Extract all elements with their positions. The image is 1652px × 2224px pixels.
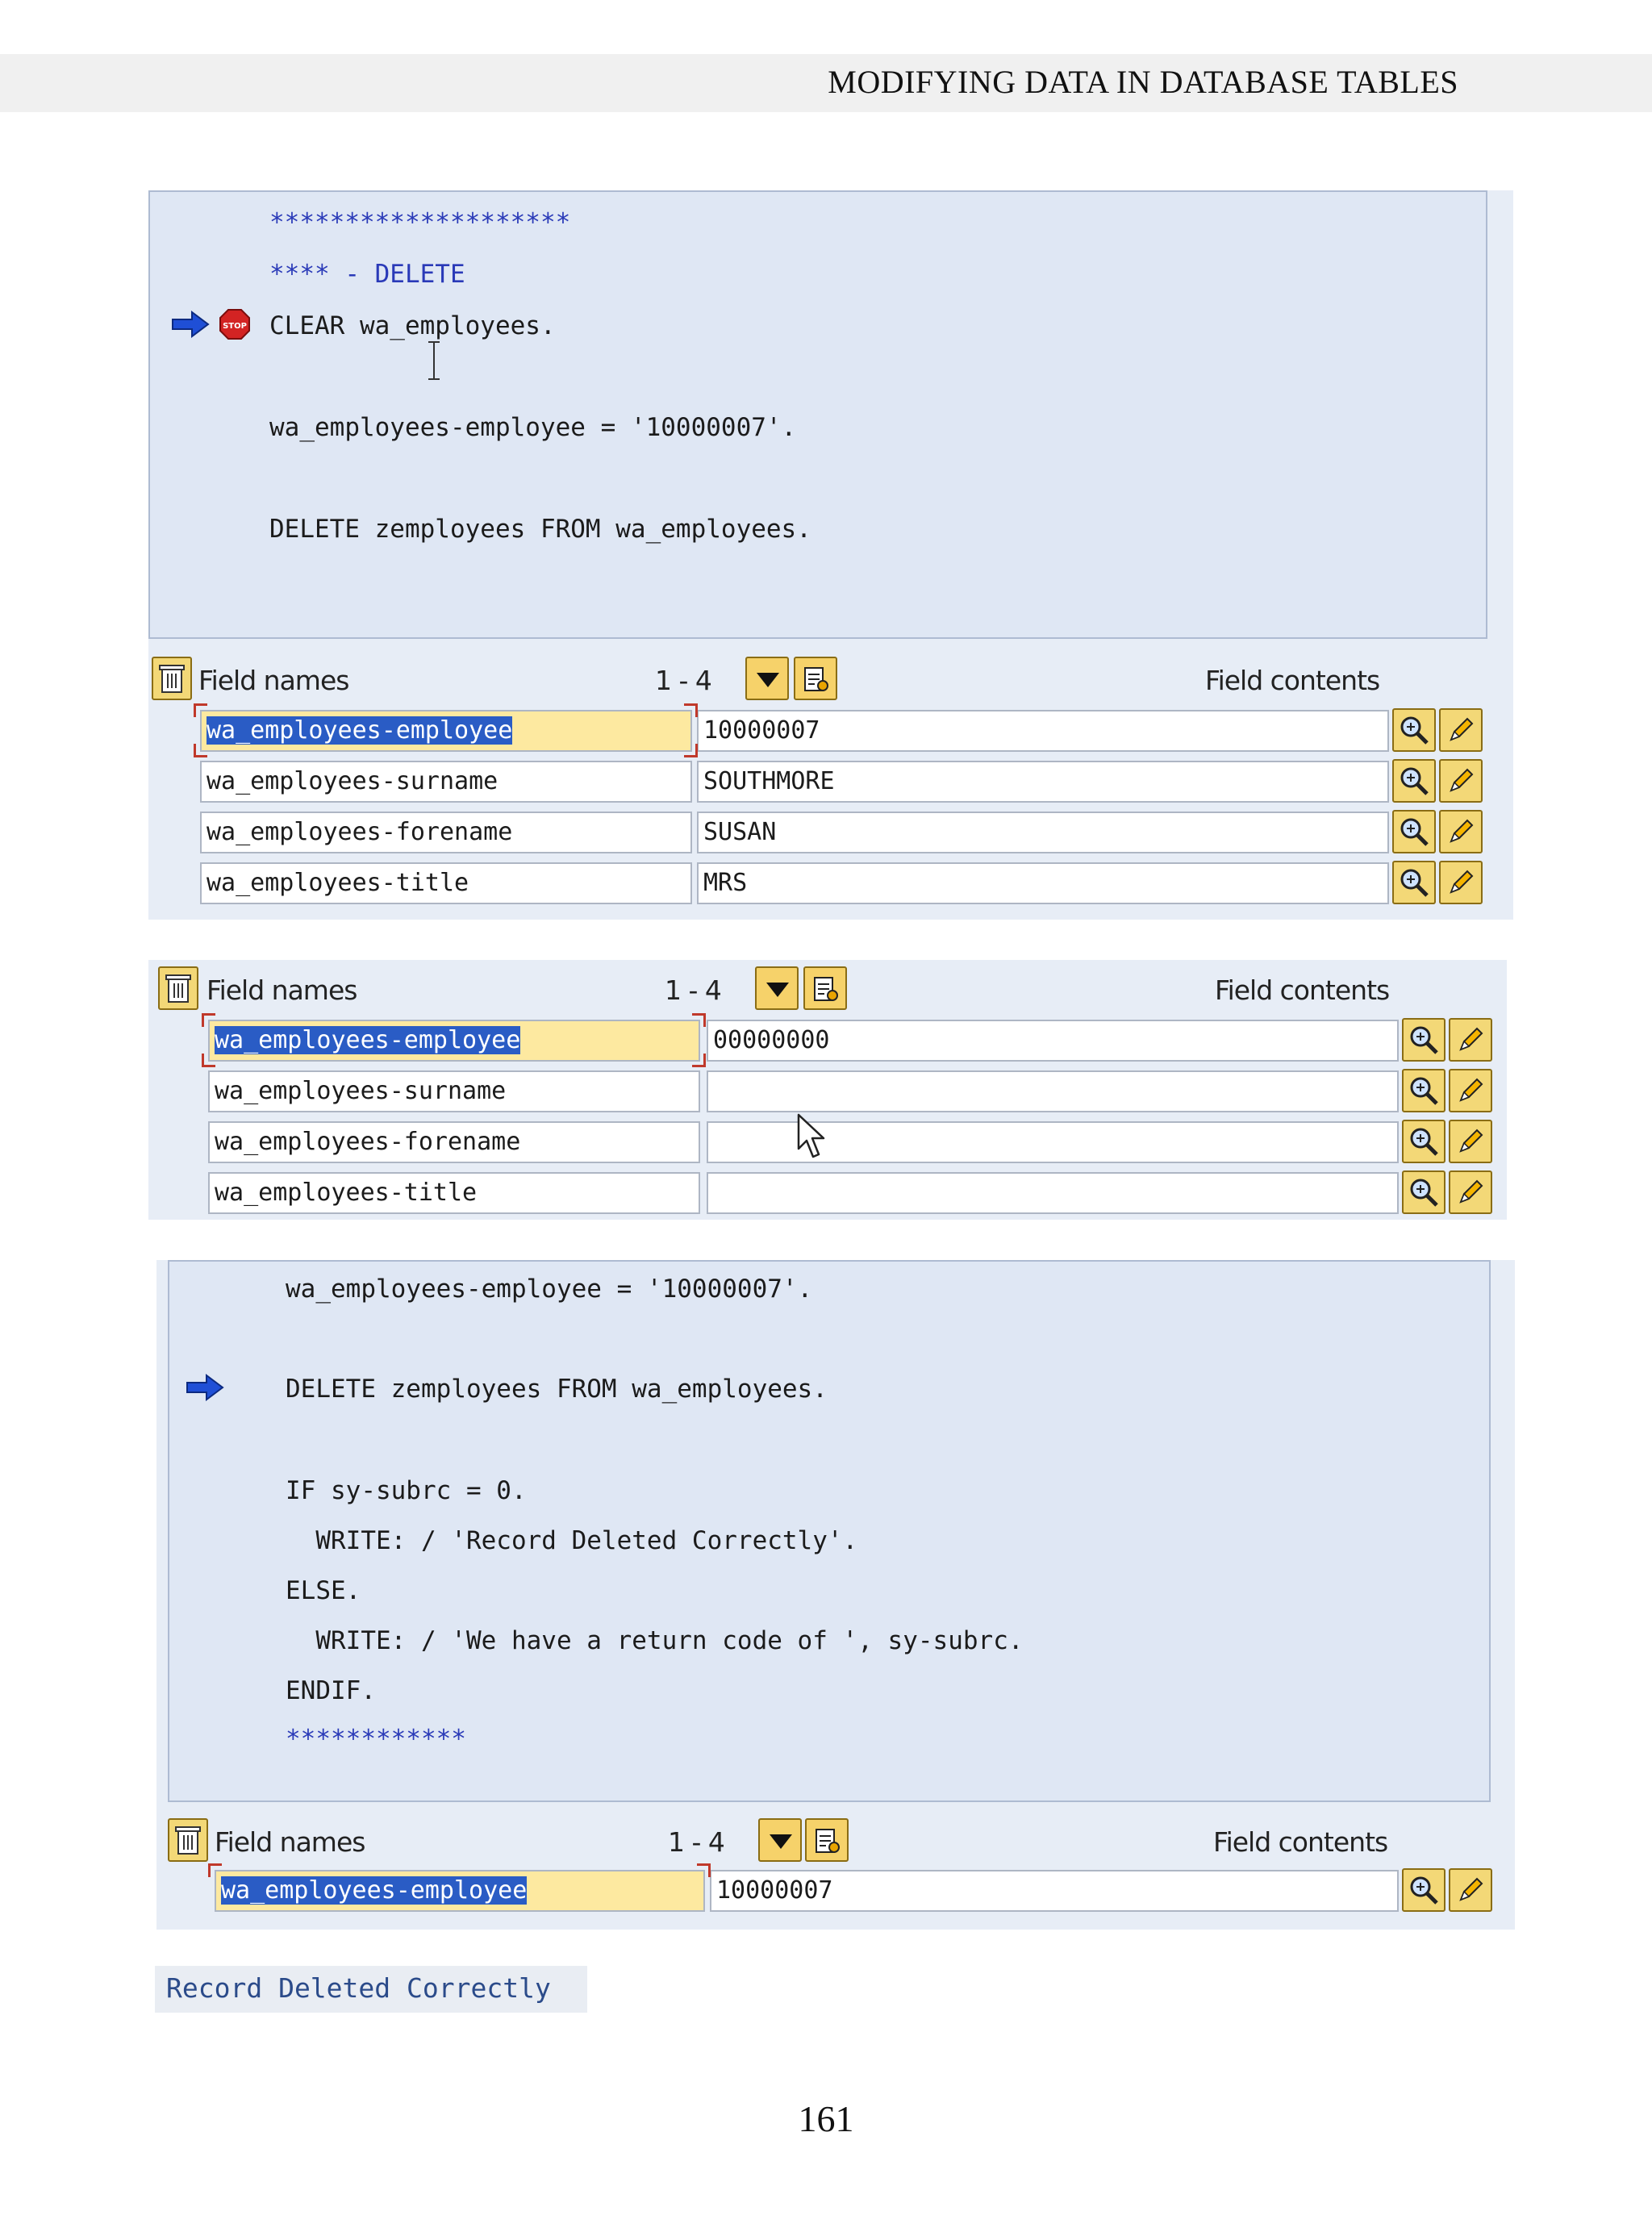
i-beam-cursor-icon: [426, 340, 442, 381]
row-range: 1 - 4: [655, 665, 711, 696]
debugger-screenshot-1: [148, 190, 1513, 920]
pencil-icon[interactable]: [1439, 708, 1483, 752]
debugger-screenshot-2: [148, 960, 1507, 1220]
table-settings-icon[interactable]: [794, 657, 837, 700]
field-value-cell[interactable]: 10000007: [697, 710, 1389, 752]
svg-text:STOP: STOP: [223, 322, 247, 331]
code-line: DELETE zemployees FROM wa_employees.: [286, 1375, 828, 1404]
code-line: ELSE.: [286, 1576, 361, 1605]
row-range: 1 - 4: [668, 1826, 724, 1858]
field-name-cell[interactable]: wa_employees-forename: [200, 812, 692, 853]
field-value-cell[interactable]: [707, 1172, 1399, 1214]
stop-sign-icon[interactable]: [219, 308, 251, 340]
code-line: WRITE: / 'We have a return code of ', sy-subrc.: [286, 1626, 1024, 1655]
code-line-comment: ********************: [269, 208, 571, 237]
field-names-label: Field names: [206, 974, 357, 1006]
code-line: wa_employees-employee = '10000007'.: [269, 413, 797, 442]
selection-marker: [697, 1863, 711, 1877]
field-contents-label: Field contents: [1215, 974, 1390, 1006]
table-settings-icon[interactable]: [805, 1818, 849, 1862]
selection-marker: [208, 1863, 222, 1877]
field-names-label: Field names: [215, 1826, 365, 1858]
pencil-icon[interactable]: [1439, 759, 1483, 803]
field-name-cell[interactable]: wa_employees-title: [200, 862, 692, 904]
magnifier-icon[interactable]: [1392, 861, 1436, 904]
pencil-icon[interactable]: [1439, 810, 1483, 853]
field-value-cell[interactable]: SUSAN: [697, 812, 1389, 853]
code-line-comment: ************: [286, 1725, 466, 1754]
code-line: DELETE zemployees FROM wa_employees.: [269, 515, 811, 544]
field-name-cell[interactable]: wa_employees-title: [208, 1172, 700, 1214]
selection-marker: [194, 744, 207, 757]
code-line: CLEAR wa_employees.: [269, 311, 556, 340]
field-value-cell[interactable]: MRS: [697, 862, 1389, 904]
arrow-right-icon: [186, 1373, 224, 1402]
selection-marker: [692, 1013, 706, 1027]
magnifier-icon[interactable]: [1392, 810, 1436, 853]
code-line: wa_employees-employee = '10000007'.: [286, 1275, 813, 1304]
pencil-icon[interactable]: [1449, 1069, 1492, 1112]
field-value-cell[interactable]: 10000007: [710, 1870, 1399, 1912]
field-contents-label: Field contents: [1213, 1826, 1388, 1858]
page-number: 161: [798, 2098, 854, 2139]
arrow-right-icon: [171, 310, 210, 339]
mouse-pointer-icon: [795, 1113, 828, 1162]
field-name-cell[interactable]: wa_employees-employee: [200, 710, 692, 752]
pencil-icon[interactable]: [1439, 861, 1483, 904]
code-line: ENDIF.: [286, 1676, 376, 1705]
field-name-cell[interactable]: wa_employees-employee: [215, 1870, 705, 1912]
code-line: IF sy-subrc = 0.: [286, 1476, 527, 1505]
output-text: Record Deleted Correctly: [166, 1972, 551, 2004]
field-name-cell[interactable]: wa_employees-surname: [208, 1070, 700, 1112]
code-line: WRITE: / 'Record Deleted Correctly'.: [286, 1526, 858, 1555]
trash-icon[interactable]: [158, 966, 198, 1010]
selection-marker: [684, 703, 698, 717]
table-settings-icon[interactable]: [803, 966, 847, 1010]
pencil-icon[interactable]: [1449, 1018, 1492, 1062]
pencil-icon[interactable]: [1449, 1868, 1492, 1912]
chevron-down-icon[interactable]: [755, 966, 799, 1010]
program-output: [155, 1966, 587, 2013]
field-value-cell[interactable]: [707, 1070, 1399, 1112]
selection-marker: [202, 1013, 215, 1027]
pencil-icon[interactable]: [1449, 1170, 1492, 1214]
selection-marker: [692, 1054, 706, 1067]
field-value-cell[interactable]: SOUTHMORE: [697, 761, 1389, 803]
field-contents-label: Field contents: [1205, 665, 1380, 696]
pencil-icon[interactable]: [1449, 1120, 1492, 1163]
magnifier-icon[interactable]: [1402, 1170, 1446, 1214]
chevron-down-icon[interactable]: [758, 1818, 802, 1862]
magnifier-icon[interactable]: [1402, 1868, 1446, 1912]
trash-icon[interactable]: [152, 657, 192, 700]
magnifier-icon[interactable]: [1392, 759, 1436, 803]
debugger-screenshot-3: [156, 1260, 1515, 1930]
page-header-title: MODIFYING DATA IN DATABASE TABLES: [828, 64, 1458, 100]
magnifier-icon[interactable]: [1402, 1120, 1446, 1163]
chevron-down-icon[interactable]: [745, 657, 789, 700]
field-name-cell[interactable]: wa_employees-forename: [208, 1121, 700, 1163]
magnifier-icon[interactable]: [1402, 1018, 1446, 1062]
field-name-cell[interactable]: wa_employees-employee: [208, 1020, 700, 1062]
field-name-cell[interactable]: wa_employees-surname: [200, 761, 692, 803]
selection-marker: [194, 703, 207, 717]
magnifier-icon[interactable]: [1392, 708, 1436, 752]
row-range: 1 - 4: [665, 974, 721, 1006]
field-value-cell[interactable]: 00000000: [707, 1020, 1399, 1062]
selection-marker: [202, 1054, 215, 1067]
code-line-comment: **** - DELETE: [269, 260, 465, 289]
magnifier-icon[interactable]: [1402, 1069, 1446, 1112]
selection-marker: [684, 744, 698, 757]
trash-icon[interactable]: [168, 1818, 208, 1862]
field-names-label: Field names: [198, 665, 349, 696]
